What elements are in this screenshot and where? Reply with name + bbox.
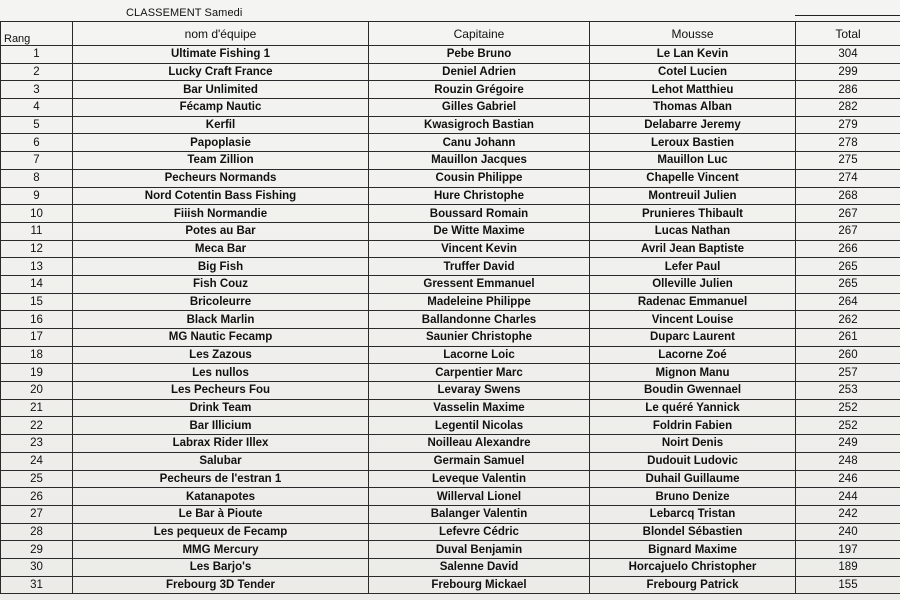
team-cell: Salubar	[73, 452, 369, 470]
mousse-cell: Foldrin Fabien	[590, 417, 796, 435]
table-body	[1, 46, 900, 594]
header-team: nom d'équipe	[73, 22, 369, 46]
total-cell: 275	[796, 152, 900, 170]
rang-cell: 2	[1, 63, 73, 81]
team-cell: Bar Unlimited	[73, 81, 369, 99]
team-cell: Nord Cotentin Bass Fishing	[73, 187, 369, 205]
mousse-cell: Le quéré Yannick	[590, 399, 796, 417]
table-row	[1, 399, 900, 417]
captain-cell: Gilles Gabriel	[369, 99, 590, 117]
table-row	[1, 346, 900, 364]
total-cell: 286	[796, 81, 900, 99]
table-row	[1, 81, 900, 99]
rang-cell: 13	[1, 258, 73, 276]
mousse-cell: Lebarcq Tristan	[590, 505, 796, 523]
team-cell: Kerfil	[73, 116, 369, 134]
total-header-top-border	[795, 15, 900, 16]
mousse-cell: Mauillon Luc	[590, 152, 796, 170]
mousse-cell: Montreuil Julien	[590, 187, 796, 205]
table-row	[1, 382, 900, 400]
table-row	[1, 435, 900, 453]
rang-cell: 14	[1, 275, 73, 293]
table-row	[1, 222, 900, 240]
captain-cell: Rouzin Grégoire	[369, 81, 590, 99]
total-cell: 197	[796, 541, 900, 559]
mousse-cell: Lehot Matthieu	[590, 81, 796, 99]
total-cell: 267	[796, 205, 900, 223]
captain-cell: Gressent Emmanuel	[369, 275, 590, 293]
total-cell: 257	[796, 364, 900, 382]
captain-cell: Pebe Bruno	[369, 46, 590, 64]
team-cell: Drink Team	[73, 399, 369, 417]
team-cell: MG Nautic Fecamp	[73, 329, 369, 347]
table-row	[1, 576, 900, 594]
table-row	[1, 470, 900, 488]
team-cell: Fiiish Normandie	[73, 205, 369, 223]
mousse-cell: Leroux Bastien	[590, 134, 796, 152]
rang-cell: 10	[1, 205, 73, 223]
mousse-cell: Vincent Louise	[590, 311, 796, 329]
rang-cell: 25	[1, 470, 73, 488]
team-cell: Bar Illicium	[73, 417, 369, 435]
table-row	[1, 364, 900, 382]
table-row	[1, 134, 900, 152]
mousse-cell: Lucas Nathan	[590, 222, 796, 240]
total-cell: 260	[796, 346, 900, 364]
table-row	[1, 541, 900, 559]
total-cell: 242	[796, 505, 900, 523]
total-cell: 299	[796, 63, 900, 81]
rang-cell: 21	[1, 399, 73, 417]
captain-cell: Willerval Lionel	[369, 488, 590, 506]
captain-cell: Duval Benjamin	[369, 541, 590, 559]
rang-cell: 6	[1, 134, 73, 152]
captain-cell: Lacorne Loic	[369, 346, 590, 364]
captain-cell: Cousin Philippe	[369, 169, 590, 187]
rang-cell: 12	[1, 240, 73, 258]
mousse-cell: Le Lan Kevin	[590, 46, 796, 64]
rang-cell: 3	[1, 81, 73, 99]
rang-cell: 4	[1, 99, 73, 117]
mousse-cell: Radenac Emmanuel	[590, 293, 796, 311]
table-row	[1, 240, 900, 258]
captain-cell: Boussard Romain	[369, 205, 590, 223]
rang-cell: 15	[1, 293, 73, 311]
team-cell: Katanapotes	[73, 488, 369, 506]
rang-cell: 18	[1, 346, 73, 364]
total-cell: 264	[796, 293, 900, 311]
team-cell: Potes au Bar	[73, 222, 369, 240]
team-cell: Les Barjo's	[73, 558, 369, 576]
table-row	[1, 452, 900, 470]
table-row	[1, 46, 900, 64]
rang-cell: 7	[1, 152, 73, 170]
rang-cell: 23	[1, 435, 73, 453]
captain-cell: Lefevre Cédric	[369, 523, 590, 541]
team-cell: Fish Couz	[73, 275, 369, 293]
table-row	[1, 205, 900, 223]
total-cell: 266	[796, 240, 900, 258]
rang-cell: 22	[1, 417, 73, 435]
captain-cell: Balanger Valentin	[369, 505, 590, 523]
team-cell: Black Marlin	[73, 311, 369, 329]
mousse-cell: Avril Jean Baptiste	[590, 240, 796, 258]
team-cell: Papoplasie	[73, 134, 369, 152]
total-cell: 253	[796, 382, 900, 400]
team-cell: Les Zazous	[73, 346, 369, 364]
total-cell: 252	[796, 399, 900, 417]
team-cell: Les nullos	[73, 364, 369, 382]
mousse-cell: Dudouit Ludovic	[590, 452, 796, 470]
captain-cell: De Witte Maxime	[369, 222, 590, 240]
table-row	[1, 187, 900, 205]
mousse-cell: Mignon Manu	[590, 364, 796, 382]
total-cell: 246	[796, 470, 900, 488]
team-cell: Pecheurs Normands	[73, 169, 369, 187]
title-row	[0, 0, 900, 22]
captain-cell: Carpentier Marc	[369, 364, 590, 382]
total-cell: 265	[796, 275, 900, 293]
rang-cell: 26	[1, 488, 73, 506]
captain-cell: Frebourg Mickael	[369, 576, 590, 594]
ranking-table	[0, 21, 900, 594]
total-cell: 244	[796, 488, 900, 506]
total-cell: 265	[796, 258, 900, 276]
team-cell: Bricoleurre	[73, 293, 369, 311]
total-cell: 278	[796, 134, 900, 152]
captain-cell: Mauillon Jacques	[369, 152, 590, 170]
captain-cell: Deniel Adrien	[369, 63, 590, 81]
total-cell: 189	[796, 558, 900, 576]
rang-cell: 29	[1, 541, 73, 559]
team-cell: Fécamp Nautic	[73, 99, 369, 117]
captain-cell: Saunier Christophe	[369, 329, 590, 347]
mousse-cell: Horcajuelo Christopher	[590, 558, 796, 576]
table-row	[1, 169, 900, 187]
mousse-cell: Boudin Gwennael	[590, 382, 796, 400]
mousse-cell: Blondel Sébastien	[590, 523, 796, 541]
table-row	[1, 275, 900, 293]
captain-cell: Salenne David	[369, 558, 590, 576]
table-row	[1, 258, 900, 276]
table-row	[1, 63, 900, 81]
total-cell: 248	[796, 452, 900, 470]
table-row	[1, 99, 900, 117]
header-rang: Rang	[1, 22, 73, 46]
total-cell: 304	[796, 46, 900, 64]
team-cell: Pecheurs de l'estran 1	[73, 470, 369, 488]
mousse-cell: Bruno Denize	[590, 488, 796, 506]
total-cell: 155	[796, 576, 900, 594]
mousse-cell: Frebourg Patrick	[590, 576, 796, 594]
mousse-cell: Lacorne Zoé	[590, 346, 796, 364]
rang-cell: 19	[1, 364, 73, 382]
captain-cell: Noilleau Alexandre	[369, 435, 590, 453]
team-cell: Le Bar à Pioute	[73, 505, 369, 523]
captain-cell: Germain Samuel	[369, 452, 590, 470]
table-row	[1, 417, 900, 435]
header-row	[1, 22, 900, 46]
team-cell: Labrax Rider Illex	[73, 435, 369, 453]
total-cell: 240	[796, 523, 900, 541]
captain-cell: Kwasigroch Bastian	[369, 116, 590, 134]
total-cell: 261	[796, 329, 900, 347]
rang-cell: 17	[1, 329, 73, 347]
mousse-cell: Delabarre Jeremy	[590, 116, 796, 134]
rang-cell: 27	[1, 505, 73, 523]
total-cell: 267	[796, 222, 900, 240]
table-row	[1, 558, 900, 576]
rang-cell: 5	[1, 116, 73, 134]
total-cell: 274	[796, 169, 900, 187]
team-cell: Ultimate Fishing 1	[73, 46, 369, 64]
table-row	[1, 329, 900, 347]
team-cell: Meca Bar	[73, 240, 369, 258]
captain-cell: Truffer David	[369, 258, 590, 276]
captain-cell: Levaray Swens	[369, 382, 590, 400]
team-cell: Frebourg 3D Tender	[73, 576, 369, 594]
rang-cell: 11	[1, 222, 73, 240]
rang-cell: 16	[1, 311, 73, 329]
total-cell: 252	[796, 417, 900, 435]
rang-cell: 31	[1, 576, 73, 594]
mousse-cell: Bignard Maxime	[590, 541, 796, 559]
rang-cell: 20	[1, 382, 73, 400]
mousse-cell: Duparc Laurent	[590, 329, 796, 347]
team-cell: Les pequeux de Fecamp	[73, 523, 369, 541]
header-total: Total	[796, 22, 900, 46]
mousse-cell: Cotel Lucien	[590, 63, 796, 81]
rang-cell: 8	[1, 169, 73, 187]
table-row	[1, 523, 900, 541]
mousse-cell: Thomas Alban	[590, 99, 796, 117]
table-row	[1, 116, 900, 134]
captain-cell: Leveque Valentin	[369, 470, 590, 488]
total-cell: 268	[796, 187, 900, 205]
rang-cell: 9	[1, 187, 73, 205]
table-row	[1, 152, 900, 170]
rang-cell: 30	[1, 558, 73, 576]
total-cell: 262	[796, 311, 900, 329]
total-cell: 282	[796, 99, 900, 117]
captain-cell: Vincent Kevin	[369, 240, 590, 258]
header-captain: Capitaine	[369, 22, 590, 46]
mousse-cell: Noirt Denis	[590, 435, 796, 453]
rang-cell: 24	[1, 452, 73, 470]
captain-cell: Canu Johann	[369, 134, 590, 152]
team-cell: Team Zillion	[73, 152, 369, 170]
mousse-cell: Olleville Julien	[590, 275, 796, 293]
table-row	[1, 293, 900, 311]
captain-cell: Madeleine Philippe	[369, 293, 590, 311]
table-row	[1, 505, 900, 523]
rang-cell: 28	[1, 523, 73, 541]
header-mousse: Mousse	[590, 22, 796, 46]
mousse-cell: Prunieres Thibault	[590, 205, 796, 223]
captain-cell: Legentil Nicolas	[369, 417, 590, 435]
captain-cell: Hure Christophe	[369, 187, 590, 205]
total-cell: 249	[796, 435, 900, 453]
team-cell: Les Pecheurs Fou	[73, 382, 369, 400]
team-cell: MMG Mercury	[73, 541, 369, 559]
total-cell: 279	[796, 116, 900, 134]
rang-cell: 1	[1, 46, 73, 64]
team-cell: Lucky Craft France	[73, 63, 369, 81]
captain-cell: Vasselin Maxime	[369, 399, 590, 417]
mousse-cell: Duhail Guillaume	[590, 470, 796, 488]
table-row	[1, 311, 900, 329]
mousse-cell: Chapelle Vincent	[590, 169, 796, 187]
captain-cell: Ballandonne Charles	[369, 311, 590, 329]
mousse-cell: Lefer Paul	[590, 258, 796, 276]
table-row	[1, 488, 900, 506]
sheet-title: CLASSEMENT Samedi	[126, 7, 243, 19]
team-cell: Big Fish	[73, 258, 369, 276]
